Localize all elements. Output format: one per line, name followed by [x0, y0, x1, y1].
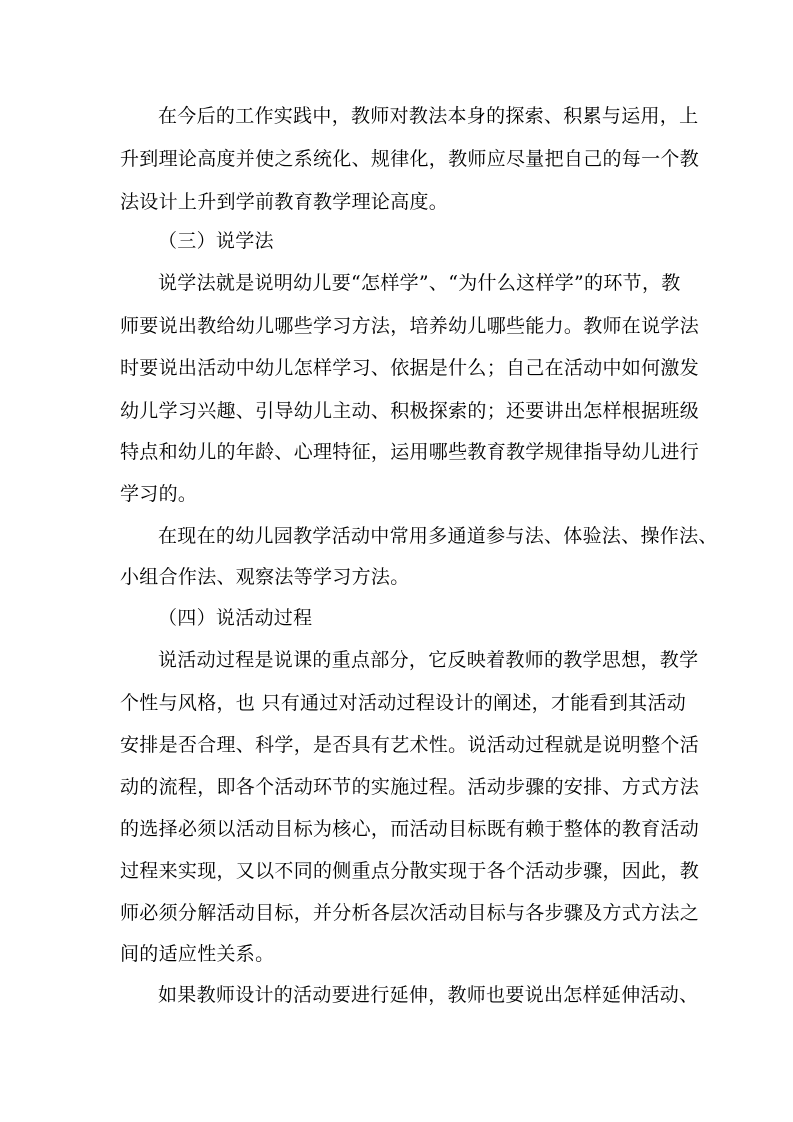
section-heading: （三）说学法 [158, 230, 274, 252]
paragraph-line: 法设计上升到学前教育教学理论高度。 [120, 191, 449, 213]
paragraph-line: 师要说出教给幼儿哪些学习方法，培养幼儿哪些能力。教师在说学法 [120, 315, 700, 337]
paragraph-line: 在今后的工作实践中，教师对教法本身的探索、积累与运用，上 [158, 105, 699, 127]
paragraph-line: 学习的。 [120, 483, 198, 505]
paragraph-line: 特点和幼儿的年龄、心理特征，运用哪些教育教学规律指导幼儿进行 [120, 441, 700, 463]
paragraph-line: 说学法就是说明幼儿要“怎样学”、“为什么这样学”的环节，教 [158, 272, 681, 294]
section-heading: （四）说活动过程 [158, 607, 313, 629]
paragraph-line: 间的适应性关系。 [120, 943, 275, 965]
paragraph-line: 时要说出活动中幼儿怎样学习、依据是什么；自己在活动中如何激发 [120, 357, 700, 379]
paragraph-line: 小组合作法、观察法等学习方法。 [120, 566, 410, 588]
paragraph-line: 师必须分解活动目标，并分析各层次活动目标与各步骤及方式方法之 [120, 902, 700, 924]
paragraph-line: 过程来实现，又以不同的侧重点分散实现于各个活动步骤，因此，教 [120, 860, 700, 882]
paragraph-line: 动的流程，即各个活动环节的实施过程。活动步骤的安排、方式方法 [120, 776, 700, 798]
paragraph-line: 在现在的幼儿园教学活动中常用多通道参与法、体验法、操作法、 [158, 525, 718, 547]
paragraph-line: 说活动过程是说课的重点部分，它反映着教师的教学思想，教学 [158, 649, 699, 671]
paragraph-line: 的选择必须以活动目标为核心，而活动目标既有赖于整体的教育活动 [120, 818, 700, 840]
paragraph-line: 升到理论高度并使之系统化、规律化，教师应尽量把自己的每一个教 [120, 148, 700, 170]
paragraph-line: 安排是否合理、科学，是否具有艺术性。说活动过程就是说明整个活 [120, 734, 700, 756]
paragraph-line: 个性与风格，也 只有通过对活动过程设计的阐述，才能看到其活动 [120, 692, 687, 714]
paragraph-line: 如果教师设计的活动要进行延伸，教师也要说出怎样延伸活动、 [158, 984, 699, 1006]
paragraph-line: 幼儿学习兴趣、引导幼儿主动、积极探索的；还要讲出怎样根据班级 [120, 400, 700, 422]
